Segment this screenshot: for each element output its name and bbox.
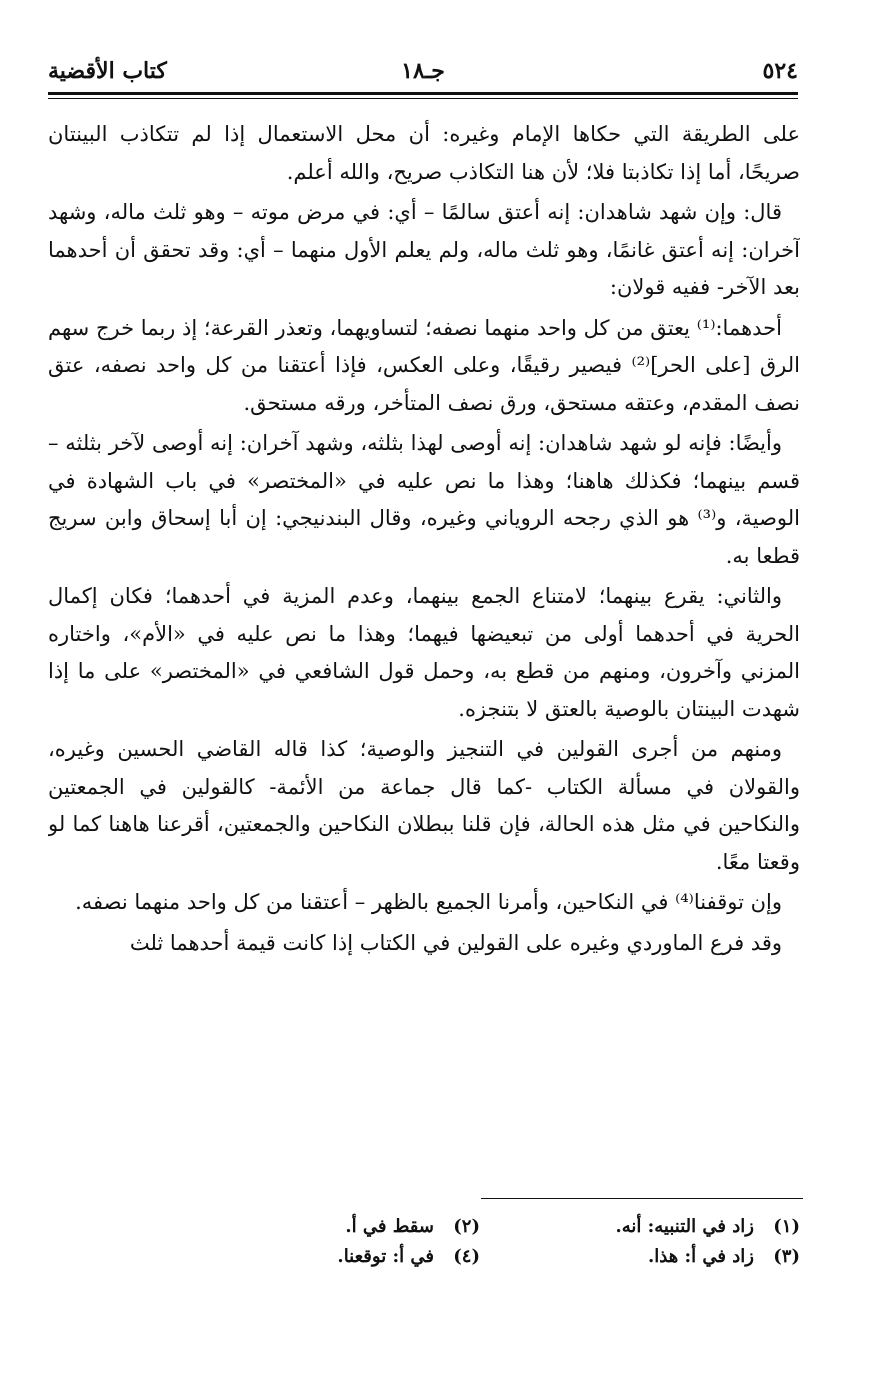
paragraph: على الطريقة التي حكاها الإمام وغيره: أن محل الاستعمال إذا لم تتكاذب البينتان صريحًا، أما إذا تكاذبتا فلا؛ لأن هنا التكاذب صريح، والله أعلم. <box>48 122 800 184</box>
footnote <box>345 1212 480 1242</box>
header-rule-thick <box>48 92 798 95</box>
volume-label: جـ١٨ <box>401 58 445 84</box>
page-header <box>48 52 798 94</box>
paragraph: ومنهم من أجرى القولين في التنجيز والوصية؛ كذا قاله القاضي الحسين وغيره، والقولان في مسألة الكتاب -كما قال جماعة من الأئمة- كالقولين في الجمعتين والنكاحين في مثل هذه الحالة، فإن قلنا ببطلان النكاحين والجمعتين، أقرعنا هاهنا كما لو وقعتا معًا. <box>48 737 800 874</box>
footnote-text: زاد في أ: هذا. <box>648 1246 754 1267</box>
footnote-separator <box>481 1198 803 1199</box>
paragraph: أحدهما:⁽¹⁾ يعتق من كل واحد منهما نصفه؛ لتساويهما، وتعذر القرعة؛ إذ ربما خرج سهم الرق [على الحر]⁽²⁾ فيصير رقيقًا، وعلى العكس، فإذا أعتقنا من كل واحد نصفه، عتق نصف المقدم، وعتقه مستحق، ورق نصف المتأخر، ورقه مستحق. <box>48 315 800 415</box>
header-rule-thin <box>48 98 798 99</box>
paragraph: وقد فرع الماوردي وغيره على القولين في الكتاب إذا كانت قيمة أحدهما ثلث <box>129 930 782 955</box>
footnote-number: (٢) <box>453 1216 480 1237</box>
main-text <box>48 116 800 1166</box>
footnote-text: في أ: توقعنا. <box>337 1246 434 1267</box>
footnote <box>615 1212 800 1242</box>
paragraph: قال: وإن شهد شاهدان: إنه أعتق سالمًا – أي: في مرض موته – وهو ثلث ماله، وشهد آخران: إنه أعتق غانمًا، وهو ثلث ماله، ولم يعلم الأول منهما – أي: وقد تحقق أن أحدهما بعد الآخر- ففيه قولان: <box>48 200 800 299</box>
footnote-number: (١) <box>773 1216 800 1237</box>
paragraph: والثاني: يقرع بينهما؛ لامتناع الجمع بينهما، وعدم المزية في أحدهما؛ فكان إكمال الحرية في أحدهما أولى من تبعيضها فيهما؛ وهذا ما نص عليه في «الأم»، واختاره المزني وآخرون، ومنهم من قطع به، وحمل قول الشافعي في «المختصر» على ما إذا شهدت البينتان بالوصية بالعتق لا بتنجزه. <box>48 584 800 721</box>
footnote-number: (٣) <box>773 1246 800 1267</box>
book-title: كتاب الأقضية <box>48 58 167 84</box>
footnote <box>648 1242 800 1272</box>
page-number: ٥٢٤ <box>762 58 798 84</box>
footnote-text: سقط في أ. <box>345 1216 434 1237</box>
paragraph: وأيضًا: فإنه لو شهد شاهدان: إنه أوصى لهذا بثلثه، وشهد آخران: إنه أوصى لآخر بثلثه – قسم بينهما؛ فكذلك هاهنا؛ وهذا ما نص عليه في «المختصر» في باب الشهادة في الوصية، و⁽³⁾ هو الذي رجحه الروياني وغيره، وقال البندنيجي: إن أبا إسحاق وابن سريج قطعا به. <box>48 431 800 568</box>
footnote <box>337 1242 480 1272</box>
footnote-text: زاد في التنبيه: أنه. <box>615 1216 754 1237</box>
paragraph: وإن توقفنا⁽⁴⁾ في النكاحين، وأمرنا الجميع بالظهر – أعتقنا من كل واحد منهما نصفه. <box>75 890 782 914</box>
footnote-number: (٤) <box>453 1246 480 1267</box>
